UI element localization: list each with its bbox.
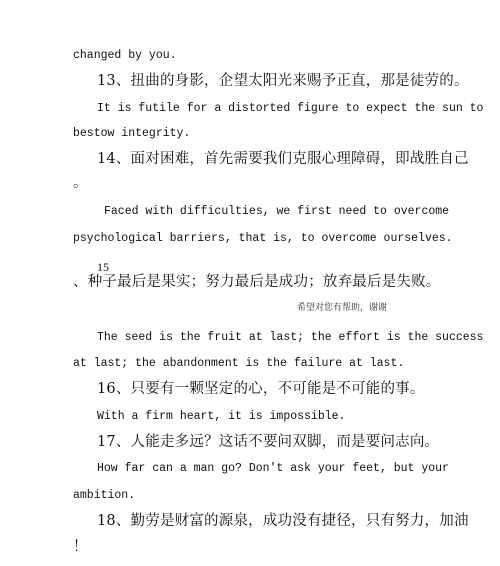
text-line-18: ambition. — [73, 489, 136, 502]
text-line-15: With a firm heart, it is impossible. — [97, 410, 346, 423]
watermark-note: 希望对您有帮助，谢谢 — [297, 303, 388, 313]
text-line-17: How far can a man go? Don't ask your feet, but your — [97, 462, 449, 475]
text-line-4: bestow integrity. — [73, 127, 191, 140]
text-line-7: Faced with difficulties, we first need to overcome — [104, 205, 450, 218]
text-line-2: 13、扭曲的身影，企望太阳光来赐予正直，那是徒劳的。 — [97, 73, 469, 89]
text-line-19: 18、勤劳是财富的源泉，成功没有捷径，只有努力，加油 — [97, 513, 469, 529]
text-line-16: 17、人能走多远？这话不要问双脚，而是要问志向。 — [97, 434, 440, 450]
text-line-13: at last; the abandonment is the failure at last. — [73, 357, 405, 370]
text-line-8: psychological barriers, that is, to overcome ourselves. — [73, 232, 453, 245]
text-line-5: 14、面对困难，首先需要我们克服心理障碍，即战胜自己 — [97, 151, 469, 167]
text-line-9: 15 — [97, 260, 109, 274]
text-line-10: 、种子最后是果实；努力最后是成功；放弃最后是失败。 — [73, 274, 441, 290]
text-line-20: ！ — [73, 539, 88, 555]
text-line-12: The seed is the fruit at last; the effort is the success — [97, 331, 484, 344]
text-line-6: 。 — [73, 175, 88, 191]
text-line-14: 16、只要有一颗坚定的心，不可能是不可能的事。 — [97, 381, 425, 397]
text-line-1: changed by you. — [73, 49, 177, 62]
text-line-3: It is futile for a distorted figure to expect the sun to — [97, 102, 484, 115]
